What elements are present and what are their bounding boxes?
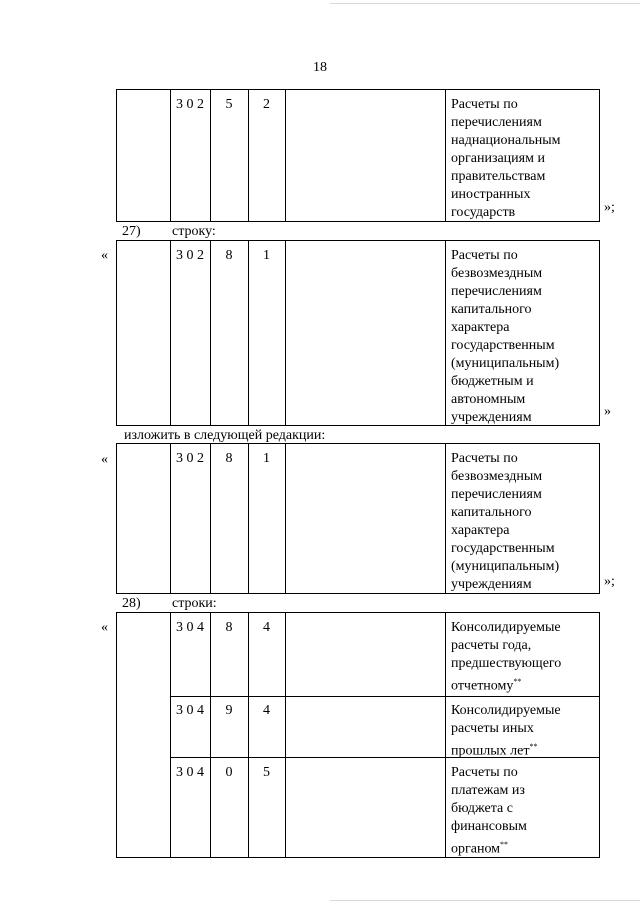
code-cell: 8 xyxy=(225,248,233,263)
description-cell: Расчеты по перечислениям наднациональным организациям и правительствам иностранных государств xyxy=(451,97,561,220)
scan-line-bottom xyxy=(330,900,640,901)
code-cell: 5 xyxy=(225,97,233,112)
table-block-1 xyxy=(116,89,600,222)
table-block-4 xyxy=(116,612,600,858)
code-cell: 2 xyxy=(263,97,270,112)
description-cell: Расчеты по безвозмездным перечислениям капитального характера государственным (муниципальным) бюджетным и автономным учреждениям xyxy=(451,248,560,425)
table-block-3 xyxy=(116,443,600,594)
closing-quote: »; xyxy=(604,200,615,215)
description-cell: Консолидируемые расчеты иных прошлых лет** xyxy=(451,703,561,759)
code-cell: 9 xyxy=(225,703,233,718)
page-number: 18 xyxy=(313,60,327,75)
code-cell: 3 0 2 xyxy=(176,248,204,263)
item-number: 28) xyxy=(122,596,141,611)
item-number: 27) xyxy=(122,224,141,239)
code-cell: 1 xyxy=(263,451,270,466)
table-block-2 xyxy=(116,240,600,426)
code-cell: 3 0 2 xyxy=(176,97,204,112)
code-cell: 8 xyxy=(225,451,233,466)
description-cell: Расчеты по безвозмездным перечислениям капитального характера государственным (муниципальным) учреждениям xyxy=(451,451,560,592)
item-label: строки: xyxy=(172,596,217,611)
item-label: строку: xyxy=(172,224,216,239)
description-cell: Консолидируемые расчеты года, предшествующего отчетному** xyxy=(451,620,562,694)
code-cell: 1 xyxy=(263,248,270,263)
description-cell: Расчеты по платежам из бюджета с финансовым органом** xyxy=(451,765,527,857)
opening-quote: « xyxy=(101,248,108,263)
closing-quote: »; xyxy=(604,574,615,589)
replace-instruction: изложить в следующей редакции: xyxy=(124,428,326,443)
code-cell: 0 xyxy=(225,765,233,780)
code-cell: 5 xyxy=(263,765,270,780)
footnote-mark: ** xyxy=(500,840,509,849)
footnote-mark: ** xyxy=(513,677,522,686)
code-cell: 4 xyxy=(263,703,270,718)
scan-line-top xyxy=(330,3,640,4)
footnote-mark: ** xyxy=(529,742,538,751)
code-cell: 4 xyxy=(263,620,270,635)
code-cell: 3 0 4 xyxy=(176,620,204,635)
opening-quote: « xyxy=(101,620,108,635)
closing-quote: » xyxy=(604,404,611,419)
code-cell: 3 0 4 xyxy=(176,703,204,718)
opening-quote: « xyxy=(101,452,108,467)
code-cell: 3 0 2 xyxy=(176,451,204,466)
code-cell: 8 xyxy=(225,620,233,635)
code-cell: 3 0 4 xyxy=(176,765,204,780)
